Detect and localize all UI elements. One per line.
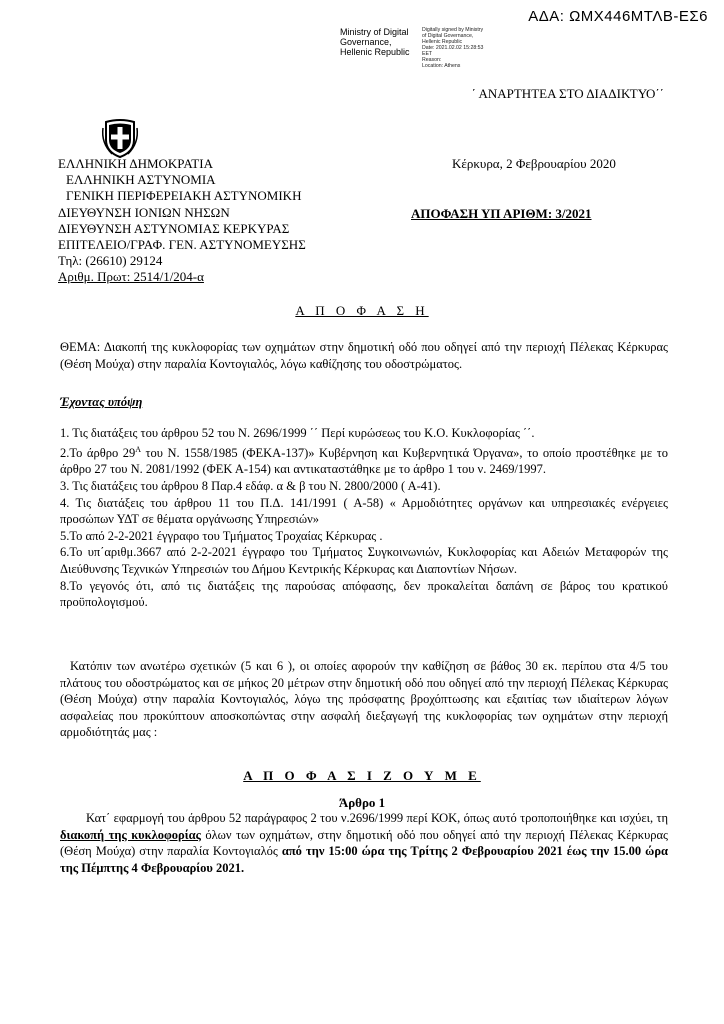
signer-line: Governance, [340,37,392,47]
subject: ΘΕΜΑ: Διακοπή της κυκλοφορίας των οχημάτων στην δημοτική οδό που οδηγεί από την περιοχή Πέλεκας Κέρκυρας (Θέση Μούχα) στην παραλία Κοντογιαλός, λόγω καθίζησης του οδοστρώματος. [60,340,668,371]
article-period: από την 15:00 ώρα της Τρίτης 2 Φεβρουαρίου 2021 έως την 15.00 ώρα της Πέμπτης 4 Φεβρουαρίου 2021. [60,844,668,875]
header-line: ΔΙΕΥΘΥΝΣΗ ΑΣΤΥΝΟΜΙΑΣ ΚΕΡΚΥΡΑΣ [58,220,290,236]
list-item: 8.Το γεγονός ότι, από τις διατάξεις της παρούσας απόφασης, δεν προκαλείται δαπάνη σε βάρος του κρατικού προϋπολογισμού. [60,578,668,610]
digital-signature-block [340,27,512,69]
header-line: ΕΛΛΗΝΙΚΗ ΑΣΤΥΝΟΜΙΑ [66,172,216,188]
item-text: 2.Το άρθρο 29 [60,445,136,460]
document-title: Α Π Ο Φ Α Σ Η [295,303,429,318]
item-text: του Ν. 1558/1985 (ΦΕΚΑ-137)» Κυβέρνηση και Κυβερνητικά Όργανα», το οποίο προστέθηκε με το άρθρο 27 του Ν. 2081/1992 (ΦΕΚ Α-154) και αντικαταστάθηκε με το άρθρο 1 του ν. 2469/1997. [60,445,668,477]
header-line: ΕΠΙΤΕΛΕΙΟ/ΓΡΑΦ. ΓΕΝ. ΑΣΤΥΝΟΜΕΥΣΗΣ [58,237,306,253]
article-emphasis: διακοπή της κυκλοφορίας [60,827,201,842]
item-superscript: Α [135,444,141,454]
decision-number: ΑΠΟΦΑΣΗ ΥΠ ΑΡΙΘΜ: 3/2021 [411,206,592,221]
ada-code: ΑΔΑ: ΩΜΧ446ΜΤΛΒ-ΕΣ6 [528,8,708,25]
article-heading: Άρθρο 1 [338,795,386,810]
signer-line: Hellenic Republic [340,47,410,57]
signature-detail-line: Digitally signed by Ministry [422,27,484,33]
signature-detail-line: Reason: [422,57,442,63]
list-item: 3. Τις διατάξεις του άρθρου 8 Παρ.4 εδάφ. α & β του Ν. 2800/2000 ( Α-41). [60,478,441,493]
list-item [60,442,668,478]
signature-detail-line: EET [422,51,433,57]
posting-note: ΄ ΑΝΑΡΤΗΤΕΑ ΣΤΟ ΔΙΑΔΙΚΤΥΟ΄΄ [471,86,664,101]
list-item: 4. Τις διατάξεις του άρθρου 11 του Π.Δ. 141/1991 ( Α-58) « Αρμοδιότητες οργάνων και υπηρεσιακές ενέργειες προσώπων ΥΔΤ σε θέματα οργάνωσης Υπηρεσιών» [60,495,668,527]
article-text: Κατ΄ εφαρμογή του άρθρου 52 παράγραφος 2 του ν.2696/1999 περί ΚΟΚ, όπως αυτό τροποποιήθηκε και ισχύει, τη [86,811,668,825]
article-1-text [60,810,668,876]
signature-signer [340,27,414,69]
signature-details [422,27,512,69]
considerations-list [60,425,668,611]
phone-line: Τηλ: (26610) 29124 [58,253,163,269]
list-item: 5.Το από 2-2-2021 έγγραφο του Τμήματος Τροχαίας Κέρκυρας . [60,528,383,543]
article-text: όλων των οχημάτων, στην δημοτική οδό που οδηγεί από την περιοχή Πέλεκας Κέρκυρας (Θέση Μούχα) στην παραλία Κοντογιαλός [60,827,669,859]
signature-detail-line: of Digital Governance, [422,33,474,39]
signature-detail-line: Date: 2021.02.02 15:28:53 [422,45,484,51]
considering-paragraph: Κατόπιν των ανωτέρω σχετικών (5 και 6 ), οι οποίες αφορούν την καθίζηση σε βάθος 30 εκ. περίπου στα 4/5 του πλάτους του οδοστρώματος και σε μήκος 20 μέτρων στην δημοτική οδό που οδηγεί από την περιοχή Πέλεκας Κέρκυρας (Θέση Μούχα) στην παραλία Κοντογιαλός, λόγω της πρόσφατης βροχόπτωσης και εξαιτίας των ιδιαίτερων λόγων ασφαλείας που προκύπτουν αποσκοπώντας στην ασφαλή διεξαγωγή της κυκλοφορίας των οχημάτων στην περιοχή αρμοδιότητάς μας : [60,659,668,740]
header-line: ΕΛΛΗΝΙΚΗ ΔΗΜΟΚΡΑΤΙΑ [58,156,213,171]
header-line: ΔΙΕΥΘΥΝΣΗ ΙΟΝΙΩΝ ΝΗΣΩΝ [58,204,230,220]
decision-heading: Α Π Ο Φ Α Σ Ι Ζ Ο Υ Μ Ε [243,768,481,783]
document-date: Κέρκυρα, 2 Φεβρουαρίου 2020 [452,156,616,171]
having-regard-heading: Έχοντας υπόψη [60,395,143,409]
header-line: ΓΕΝΙΚΗ ΠΕΡΙΦΕΡΕΙΑΚΗ ΑΣΤΥΝΟΜΙΚΗ [66,188,302,204]
signature-detail-line: Location: Athens [422,63,461,69]
list-item: 1. Τις διατάξεις του άρθρου 52 του Ν. 2696/1999 ΄΄ Περί κυρώσεως του Κ.Ο. Κυκλοφορίας ΄΄. [60,426,535,440]
protocol-number: Αριθμ. Πρωτ: 2514/1/204-α [58,269,204,285]
greek-coat-of-arms-icon [100,118,140,158]
issuing-authority-header [58,156,306,286]
signature-detail-line: Hellenic Republic [422,39,463,45]
signer-line: Ministry of Digital [340,27,409,37]
list-item: 6.Το υπ΄αριθμ.3667 από 2-2-2021 έγγραφο του Τμήματος Συγκοινωνιών, Κυκλοφορίας και Αδειών Μεταφορών της Διεύθυνσης Τεχνικών Υπηρεσιών του Δήμου Κεντρικής Κέρκυρας και Διαποντίων Νήσων. [60,545,668,576]
